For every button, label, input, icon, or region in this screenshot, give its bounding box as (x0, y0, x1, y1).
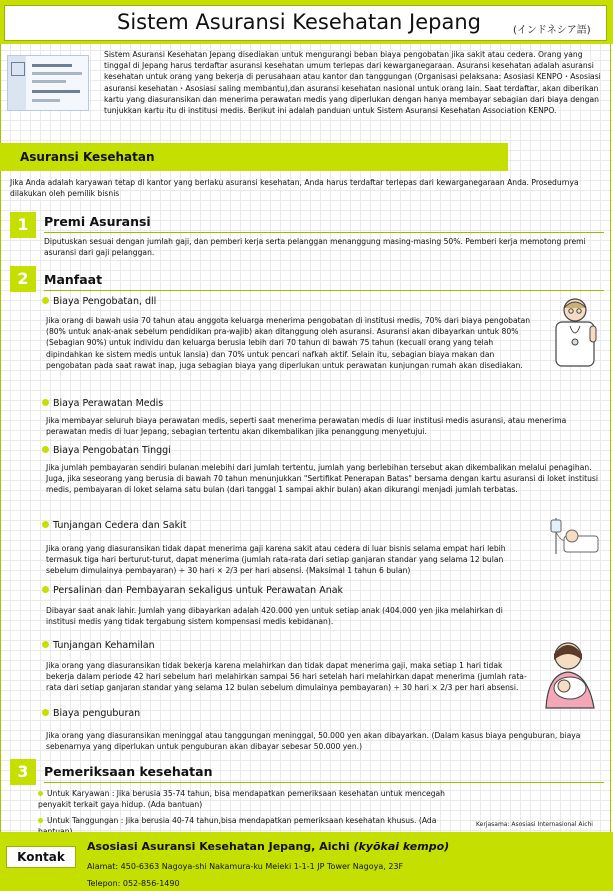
bullet-icon (42, 641, 49, 648)
doctor-illustration (550, 296, 600, 368)
bullet-icon (38, 818, 43, 823)
manfaat-heading: Manfaat (44, 272, 103, 287)
benefit-heading: Persalinan dan Pembayaran sekaligus untuk Perawatan Anak (42, 585, 343, 596)
benefit-heading: Tunjangan Cedera dan Sakit (42, 520, 187, 531)
bullet-icon (42, 297, 49, 304)
contact-address: Alamat: 450-6363 Nagoya-shi Nakamura-ku Meieki 1-1-1 JP Tower Nagoya, 23F (87, 862, 404, 871)
section-title: Asuransi Kesehatan (20, 150, 155, 164)
section-number-2: 2 (10, 266, 36, 292)
section-intro: Jika Anda adalah karyawan tetap di kantor yang berlaku asuransi kesehatan, Anda harus terdaftar terlepas dari kewarganegaraan Anda. Prosedurnya dilakukan oleh pemilik bisnis (10, 178, 579, 199)
benefit-text: Dibayar saat anak lahir. Jumlah yang dibayarkan adalah 420.000 yen untuk setiap anak (404.000 yen jika melahirkan di institusi medis yang tidak tergabung sistem kompensasi medis kebidanan). (46, 606, 503, 627)
contact-phone[interactable]: Telepon: 052-856-1490 (87, 879, 180, 888)
section-number-1: 1 (10, 212, 36, 238)
premi-divider (44, 232, 604, 233)
iv-drip-illustration (548, 516, 600, 556)
benefit-heading: Tunjangan Kehamilan (42, 640, 155, 651)
checkup-item: Untuk Tanggungan : Jika berusia 40-74 tahun,bisa mendapatkan pemeriksaan kesehatan khusus. (Ada (38, 815, 468, 837)
benefit-text: Jika orang di bawah usia 70 tahun atau anggota keluarga menerima pengobatan di institusi medis, 70% dari biaya pengobatan (80% untuk anak-anak sebelum pendidikan pra-wajib) akan ditanggung oleh asuransi. Asuransi akan dibayarkan untuk 80% (Sebagian 90%) untuk individu dan keluarga berusia lebih dari 70 tahun di bawah 75 tahun (kecuali orang yang telah dipindahkan ke sistem medis untuk lansia) dan 70% untuk pencari nafkah aktif. Selain itu, sebagian biaya makan dan pengobatan pada saat rawat inap, juga sebagian biaya yang diperlukan untuk perawatan kunjungan rumah akan disediakan. (46, 316, 531, 370)
mother-baby-illustration (538, 640, 602, 710)
page-title: Sistem Asuransi Kesehatan Jepang (117, 10, 481, 34)
title-box (4, 5, 607, 41)
pemeriksaan-divider (44, 782, 604, 783)
insurance-card-image (7, 55, 89, 111)
credit-text: Kerjasama: Asosiasi Internasional Aichi (476, 821, 593, 828)
premi-heading: Premi Asuransi (44, 214, 151, 229)
benefit-text: Jika jumlah pembayaran sendiri bulanan melebihi dari jumlah tertentu, jumlah yang berlebihan tersebut akan dikembalikan melalui penagihan. Juga, jika seseorang yang berusia di bawah 70 tahun menunjukkan "Sertifikat Penerapan Batas" bersama dengan kartu asuransi di loket institusi medis, pembayaran di loket selama satu bulan (dari tanggal 1 sampai akhir bulan) akan dikurangi menjadi jumlah terbatas. (46, 463, 598, 495)
section-number-3: 3 (10, 759, 36, 785)
section-bar (0, 143, 508, 171)
bullet-icon (42, 709, 49, 716)
benefit-text: Jika orang yang diasuransikan tidak bekerja karena melahirkan dan tidak dapat menerima gaji, maka setiap 1 hari tidak bekerja dalam periode 42 hari sebelum hari melahirkan sampai 56 hari setelah hari melahirkan dapat menerima (jumlah rata-rata dari setiap ganjaran standar yang selama 12 bulan sebelum dimulainya pembayaran) ÷ 30 hari × 2/3 per hari absensi. (46, 661, 527, 693)
manfaat-divider (44, 290, 604, 291)
checkup-item: Untuk Karyawan : Jika berusia 35-74 tahun, bisa mendapatkan pemeriksaan kesehatan untuk mencegah penyakit terkait gaya hidup. (Ada bantuan) (38, 789, 446, 810)
benefit-text: Jika orang yang diasuransikan meninggal atau tanggungan meninggal, 50.000 yen akan dibayarkan. (Dalam kasus biaya penguburan, biaya sebenarnya yang diperlukan untuk penguburan akan dibayar sebesar 50.000 yen.) (46, 731, 581, 752)
benefit-heading: Biaya penguburan (42, 708, 140, 719)
benefit-heading: Biaya Pengobatan Tinggi (42, 445, 171, 456)
bullet-icon (38, 791, 43, 796)
contact-label: Kontak (6, 846, 76, 868)
bullet-icon (42, 399, 49, 406)
intro-paragraph: Sistem Asuransi Kesehatan Jepang disediakan untuk mengurangi beban biaya pengobatan jika sakit atau cedera. Orang yang tinggal di Jepang harus terdaftar asuransi kesehatan umum terlepas dari kewarganegaraan. Asuransi kesehatan adalah asuransi kesehatan untuk orang yang bekerja di perusahaan atau kantor dan tanggungan (Organisasi pelaksana: Asosiasi KENPO・Asosiasi asuransi kesehatan・Asosiasi saling membantu),dan asuransi kesehatan nasional untuk orang lain. Saat terdaftar, akan diberikan kartu yang diasuransikan dan menerima perawatan medis yang diperlukan dengan hanya membayar sebagian dari biaya dengan tunjukkan kartu itu di institusi medis. Berikut ini adalah panduan untuk Sistem Asuransi Kesehatan Association KENPO. (104, 50, 601, 116)
bullet-icon (42, 446, 49, 453)
contact-organization: Asosiasi Asuransi Kesehatan Jepang, Aichi (kyōkai kempo) (87, 840, 450, 853)
page-language: (インドネシア語) (513, 25, 591, 36)
benefit-text: Jika membayar seluruh biaya perawatan medis, seperti saat menerima perawatan medis di luar institusi medis asuransi, atau menerima perawatan medis di luar Jepang, sebagian tertentu akan dikembalikan jika penanggung menyetujui. (46, 416, 567, 437)
benefit-heading: Biaya Pengobatan, dll (42, 296, 156, 307)
pemeriksaan-heading: Pemeriksaan kesehatan (44, 764, 213, 779)
bullet-icon (42, 521, 49, 528)
benefit-heading: Biaya Perawatan Medis (42, 398, 163, 409)
benefit-text: Jika orang yang diasuransikan tidak dapat menerima gaji karena sakit atau cedera di luar bisnis selama empat hari lebih termasuk tiga hari berturut-turut, dapat menerima (jumlah rata-rata dari setiap ganjaran standar yang selama 12 bulan sebelum dimulainya pembayaran) ÷ 30 hari × 2/3 per hari absensi. (Maksimal 1 tahun 6 bulan) (46, 544, 506, 576)
bullet-icon (42, 586, 49, 593)
premi-text: Diputuskan sesuai dengan jumlah gaji, dan pemberi kerja serta pelanggan menanggung masing-masing 50%. Pemberi kerja memotong premi asuransi dari gaji pelanggan. (44, 237, 586, 258)
title-bar (0, 0, 613, 44)
